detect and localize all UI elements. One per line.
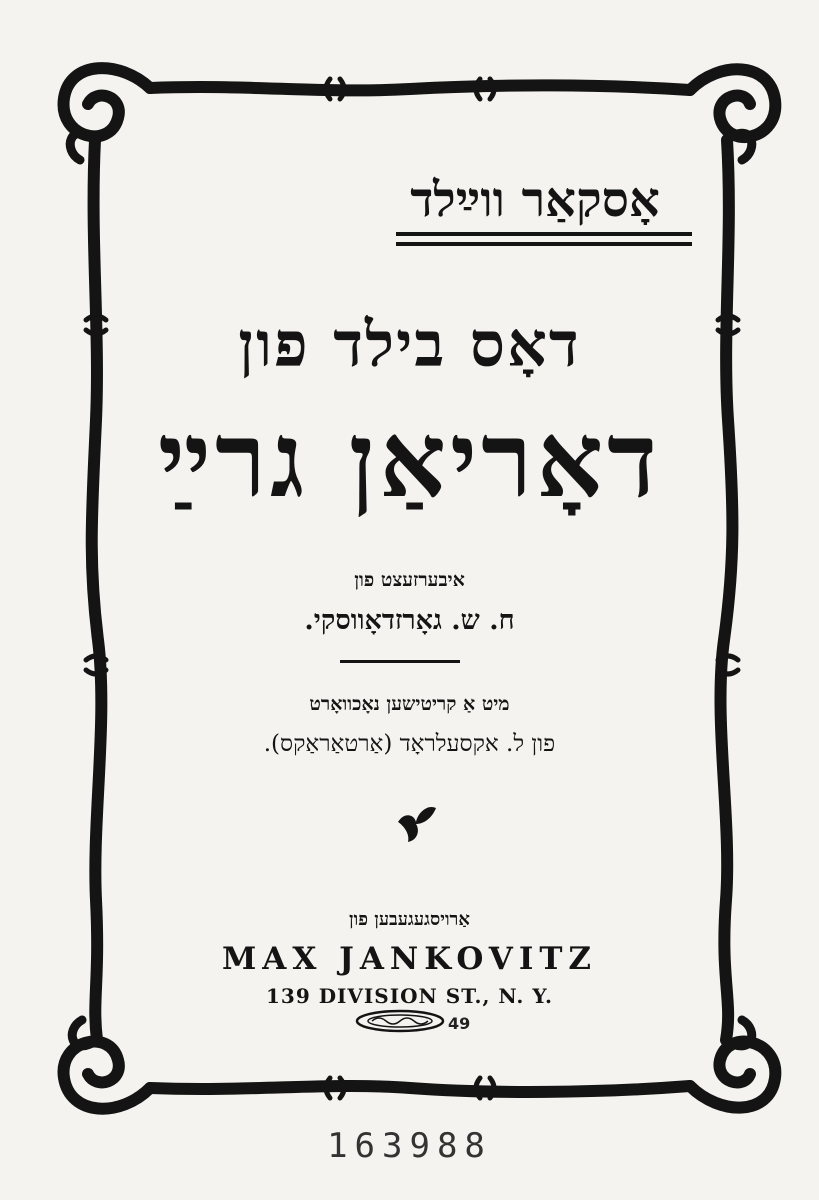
published-by-label: אַרויסגעגעבען פון (349, 909, 470, 930)
publisher-name: MAX JANKOVITZ (221, 941, 598, 977)
title-line-2: דאָריאַן גרײַ (157, 398, 662, 521)
printer-seal-icon (354, 1008, 446, 1034)
preface-note-line-1: מיט אַ קריטישען נאָכוואָרט (309, 693, 510, 715)
preface-note-line-2: פון ל. אקסעלראָד (אַרטאַראַקס). (263, 731, 556, 757)
publisher-address: 139 DIVISION ST., N. Y. (266, 984, 553, 1008)
leaf-ornament-icon (394, 800, 440, 846)
author-underline (396, 232, 692, 236)
title-line-1: דאָס בילד פון (238, 308, 581, 381)
union-label-number: 49 (448, 1014, 471, 1033)
translator-name: ח. ש. גאָרזדאָווסקי. (304, 605, 515, 636)
author-name: אָסקאַר ווײַלד (410, 172, 660, 228)
section-divider (340, 660, 460, 663)
catalog-number: 163988 (327, 1126, 492, 1166)
author-underline-second (396, 242, 692, 246)
translated-by-label: איבערזעצט פון (354, 569, 465, 591)
